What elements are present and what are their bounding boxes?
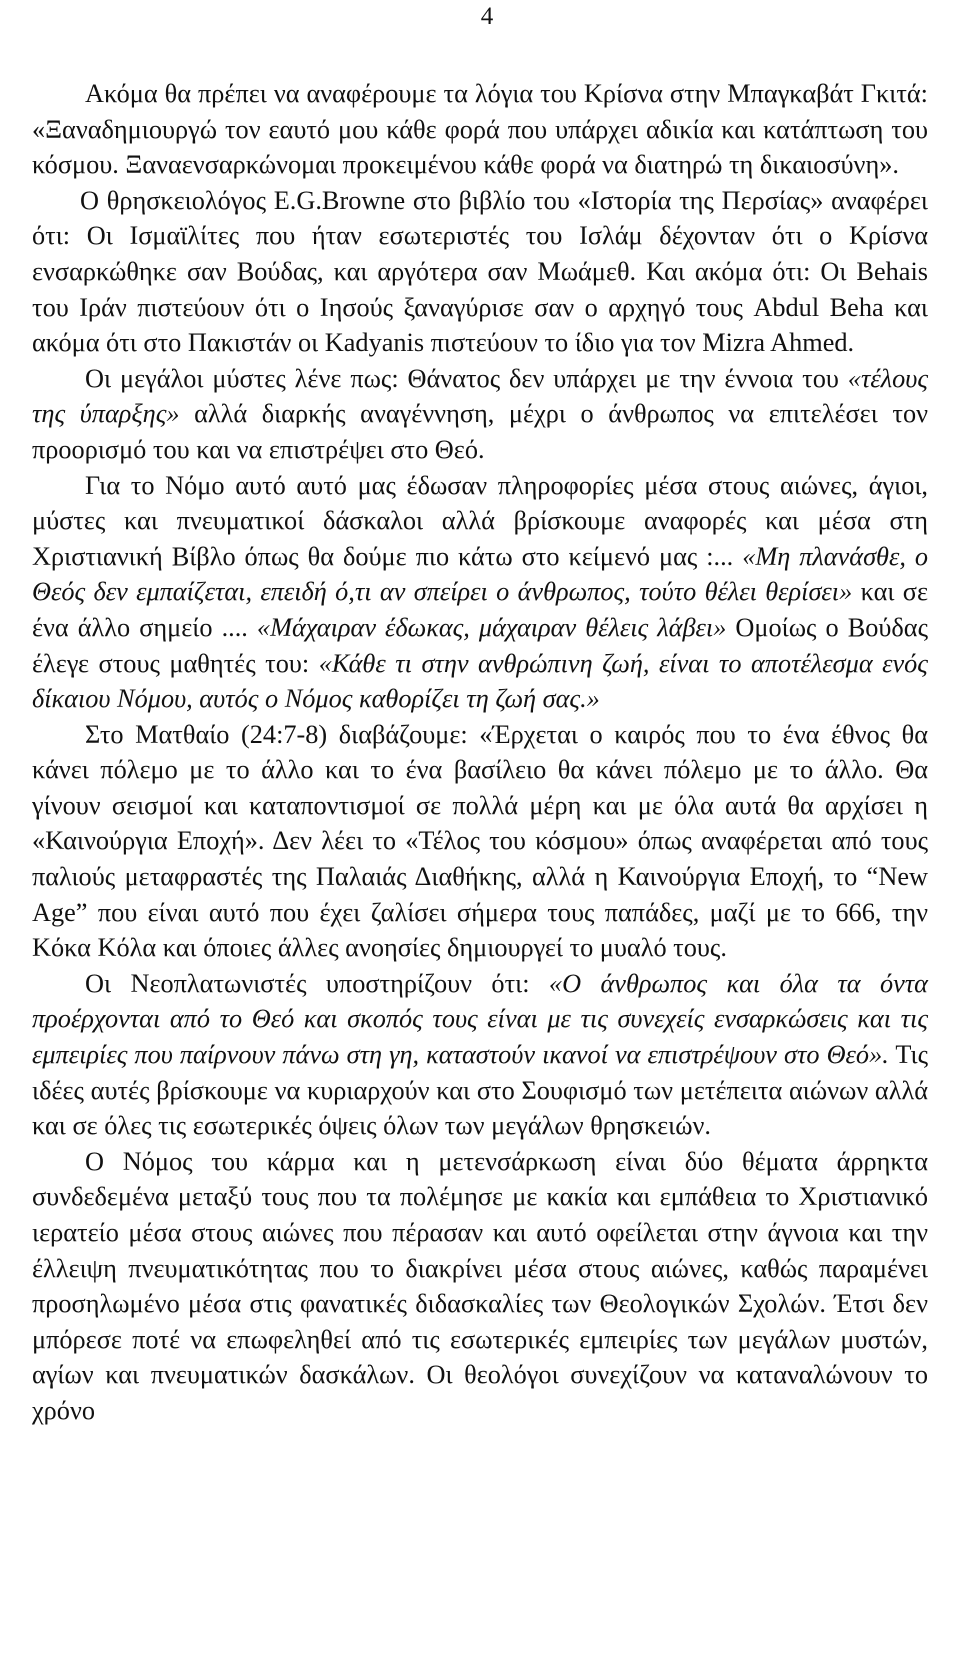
paragraph-krishna-quote: Ακόμα θα πρέπει να αναφέρουμε τα λόγια του Κρίσνα στην Μπαγκαβάτ Γκιτά: «Ξαναδημιουργώ τον εαυτό μου κάθε φορά που υπάρχει αδικία και κατάπτωση του κόσμου. Ξαναενσαρκώνομαι προκειμένου κάθε φορά να διατηρώ τη δικαιοσύνη». <box>32 79 928 180</box>
paragraph-text: Οι μεγάλοι μύστες λένε πως: Θάνατος δεν υπάρχει με την έννοια του <box>85 363 848 393</box>
paragraph-matthew: Στο Ματθαίο (24:7-8) διαβάζουμε: «Έρχεται ο καιρός που το ένα έθνος θα κάνει πόλεμο με το άλλο και το ένα βασίλειο θα κάνει πόλεμο με το άλλο. Θα γίνουν σεισμοί και καταποντισμοί σε πολλά μέρη και με όλα αυτά θα αρχίσει η «Καινούργια Εποχή». Δεν λέει το «Τέλος του κόσμου» όπως αναφέρεται από τους παλιούς μεταφραστές της Παλαιάς Διαθήκης, αλλά η Καινούργια Εποχή, το “New Age” που είναι αυτό που έχει ζαλίσει σήμερα τους παπάδες, μαζί με το 666, την Κόκα Κόλα και όποιες άλλες ανοησίες δημιουργεί το μυαλό τους. <box>32 719 928 963</box>
italic-quote: «Μη πλανάσθε, ο Θεός δεν εμπαίζεται, επειδή ό,τι αν σπείρει ο άνθρωπος, τούτο θέλει θερίσει» <box>32 541 929 607</box>
paragraph-text: Για το Νόμο αυτό αυτό μας έδωσαν πληροφορίες μέσα στους αιώνες, άγιοι, μύστες και πνευματικοί δάσκαλοι αλλά βρίσκουμε αναφορές και μέσα στη Χριστιανική Βίβλο όπως θα δούμε πιο κάτω στο κείμενό μας :... <box>32 470 928 571</box>
paragraph-karma: Ο Νόμος του κάρμα και η μετενσάρκωση είναι δύο θέματα άρρηκτα συνδεδεμένα μεταξύ τους που τα πολέμησε με κακία και εμπάθεια το Χριστιανικό ιερατείο μέσα στους αιώνες που πέρασαν και αυτό οφείλεται στην άγνοια και την έλλειψη πνευματικότητας που το διακρίνει μέσα στους αιώνες, καθώς παραμένει προσηλωμένο μέσα στις φανατικές διδασκαλίες των Θεολογικών Σχολών. Έτσι δεν μπόρεσε ποτέ να επωφεληθεί από τις εσωτερικές εμπειρίες των μεγάλων μυστών, αγίων και πνευματικών δασκάλων. Οι θεολόγοι συνεχίζουν να καταναλώνουν το χρόνο <box>32 1146 928 1425</box>
paragraph-text: Ομοίως ο Βούδας έλεγε στους μαθητές του: <box>32 612 928 678</box>
paragraph-neoplatonists <box>32 966 928 1144</box>
paragraph-great-mystics <box>32 361 928 468</box>
paragraph-browne: Ο θρησκειολόγος E.G.Browne στο βιβλίο του «Ιστορία της Περσίας» αναφέρει ότι: Οι Ισμαϊλίτες που ήταν εσωτεριστές του Ισλάμ δέχονταν ότι ο Κρίσνα ενσαρκώθηκε σαν Βούδας, και αργότερα σαν Μωάμεθ. Και ακόμα ότι: Οι Behais του Ιράν πιστεύουν ότι ο Ιησούς ξαναγύρισε σαν ο αρχηγό τους Abdul Beha και ακόμα ότι στο Πακιστάν οι Kadyanis πιστεύουν το ίδιο για τον Mizra Ahmed. <box>32 185 928 358</box>
paragraph-text: Τις ιδέες αυτές βρίσκουμε να κυριαρχούν και στο Σουφισμό των μετέπειτα αιώνων αλλά και σε όλες τις εσωτερικές όψεις όλων των μεγάλων θρησκειών. <box>32 1040 928 1141</box>
italic-quote: «Κάθε τι στην ανθρώπινη ζωή, είναι το αποτέλεσμα ενός δίκαιου Νόμου, αυτός ο Νόμος καθορίζει τη ζωή σας.» <box>32 648 928 714</box>
italic-quote: «Ο άνθρωπος και όλα τα όντα προέρχονται από το Θεό και σκοπός τους είναι με τις συνεχείς ενσαρκώσεις και τις εμπειρίες που παίρνουν πάνω στη γη, καταστούν ικανοί να επιστρέψουν στο Θεό». <box>32 968 928 1070</box>
italic-quote: «τέλους της ύπαρξης» <box>32 363 928 429</box>
paragraph-text: και σε ένα άλλο σημείο .... <box>32 577 928 642</box>
italic-quote: «Μάχαιραν έδωκας, μάχαιραν θέλεις λάβει» <box>256 612 727 642</box>
paragraph-law-references <box>32 468 928 717</box>
body-text <box>32 76 928 1429</box>
paragraph-text: Οι Νεοπλατωνιστές υποστηρίζουν ότι: <box>85 968 549 998</box>
paragraph-text: αλλά διαρκής αναγέννηση, μέχρι ο άνθρωπος να επιτελέσει τον προορισμό του και να επιστρέψει στο Θεό. <box>32 399 928 464</box>
page-number: 4 <box>480 3 494 30</box>
